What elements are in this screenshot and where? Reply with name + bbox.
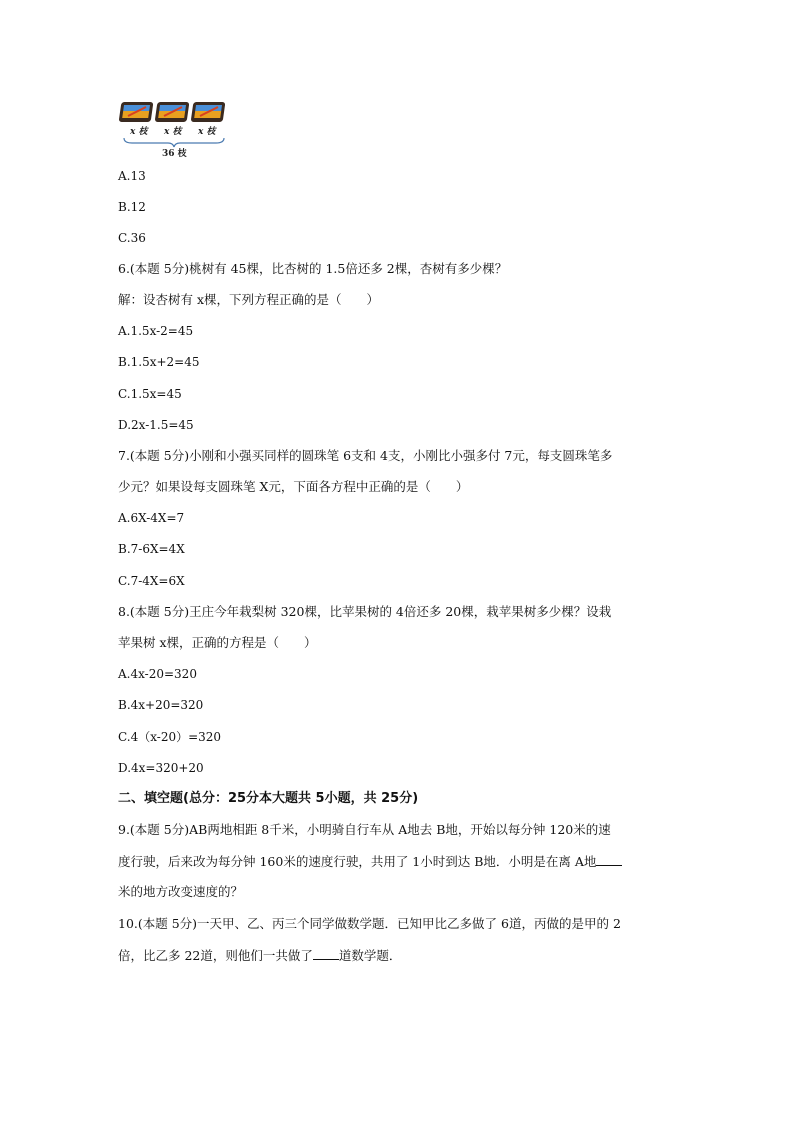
q7-option-b: B.7-6X=4X [118, 542, 185, 556]
q8-stem-line1: 8.(本题 5分)王庄今年栽梨树 320棵，比苹果树的 4倍还多 20棵，栽苹果树多少棵？设栽 [118, 604, 612, 619]
q8-option-a: A.4x-20=320 [118, 667, 197, 681]
q5-option-c: C.36 [118, 231, 146, 245]
section-heading-fill-in: 二、填空题(总分：25分本大题共 5小题，共 25分) [118, 791, 419, 806]
q5-option-a: A.13 [118, 169, 146, 183]
pencil-box-1 [119, 102, 154, 122]
q10-line2-wrap [118, 947, 401, 964]
q9-line3: 米的地方改变速度的？ [118, 884, 244, 899]
q7-stem-line1: 7.(本题 5分)小刚和小强买同样的圆珠笔 6支和 4支，小刚比小强多付 7元，每支圆珠笔多 [118, 448, 613, 463]
box-label-3: x 枝 [198, 127, 216, 137]
total-label: 36 枝 [162, 149, 187, 159]
q10-line2-pre: 倍，比乙多 22道，则他们一共做了 [118, 948, 313, 963]
brace [124, 138, 224, 147]
q10-line2-post: 道数学题． [338, 948, 402, 963]
q9-line2-wrap [118, 853, 622, 870]
q10-line1: 10.(本题 5分)一天甲、乙、丙三个同学做数学题．已知甲比乙多做了 6道，丙做的是甲的 2 [118, 916, 621, 931]
q8-option-c: C.4（x-20）=320 [118, 730, 222, 744]
q7-stem-line2: 少元？如果设每支圆珠笔 X元，下面各方程中正确的是（ ） [118, 479, 469, 494]
pencil-box-figure [118, 98, 230, 160]
q6-option-d: D.2x-1.5=45 [118, 418, 194, 432]
box-label-1: x 枝 [130, 127, 148, 137]
q6-option-a: A.1.5x-2=45 [118, 324, 194, 338]
q5-option-b: B.12 [118, 200, 146, 214]
q6-option-b: B.1.5x+2=45 [118, 355, 200, 369]
q8-stem-line2: 苹果树 x棵，正确的方程是（ ） [118, 635, 317, 650]
q7-option-a: A.6X-4X=7 [118, 511, 185, 525]
q6-prompt: 解：设杏树有 x棵，下列方程正确的是（ ） [118, 292, 380, 307]
pencil-box-3 [191, 102, 226, 122]
q9-answer-blank[interactable] [596, 853, 622, 866]
q10-answer-blank[interactable] [313, 947, 339, 960]
q6-option-c: C.1.5x=45 [118, 387, 182, 401]
pencil-box-2 [155, 102, 190, 122]
q6-stem: 6.(本题 5分)桃树有 45棵，比杏树的 1.5倍还多 2棵，杏树有多少棵？ [118, 261, 508, 276]
box-label-2: x 枝 [164, 127, 182, 137]
q9-line2: 度行驶，后来改为每分钟 160米的速度行驶，共用了 1小时到达 B地．小明是在离 A地 [118, 854, 597, 869]
q8-option-b: B.4x+20=320 [118, 698, 204, 712]
q9-line1: 9.(本题 5分)AB两地相距 8千米，小明骑自行车从 A地去 B地，开始以每分钟 120米的速 [118, 822, 611, 837]
q8-option-d: D.4x=320+20 [118, 761, 204, 775]
q7-option-c: C.7-4X=6X [118, 574, 185, 588]
